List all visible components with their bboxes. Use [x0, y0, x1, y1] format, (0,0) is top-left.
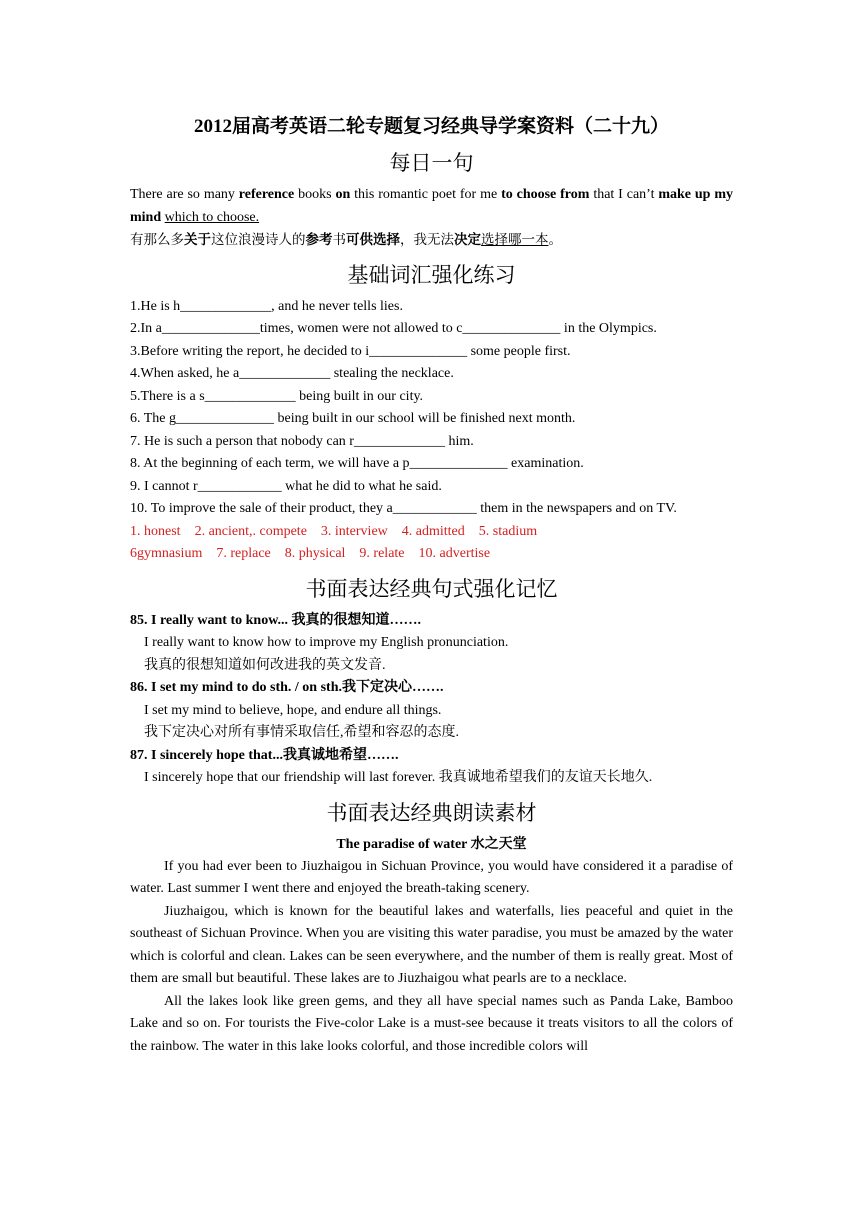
vocab-answers-line-1 — [130, 521, 733, 544]
text: 这位浪漫诗人的 — [211, 232, 306, 248]
pattern-87 — [130, 745, 733, 790]
patterns-heading: 书面表达经典句式强化记忆 — [305, 576, 558, 601]
vocab-item: 4.When asked, he a_____________ stealing the necklace. — [130, 366, 454, 381]
vocab-item: 9. I cannot r____________ what he did to what he said. — [130, 478, 442, 494]
reading-heading: 书面表达经典朗读素材 — [326, 800, 537, 825]
bold-text: 关于 — [184, 232, 211, 248]
vocab-item: 2.In a______________times, women were not allowed to c______________ in the Olympics. — [130, 321, 657, 336]
pattern-85 — [130, 610, 733, 678]
reading-subtitle: The paradise of water 水之天堂 — [336, 836, 527, 852]
answer: 9. relate — [359, 546, 405, 561]
pattern-head: 87. I sincerely hope that...我真诚地希望……. — [130, 747, 399, 763]
daily-sentence-en — [130, 184, 733, 229]
vocab-item: 7. He is such a person that nobody can r_____________ him. — [130, 433, 474, 449]
vocab-item: 3.Before writing the report, he decided to i______________ some people first. — [130, 343, 571, 359]
text: this romantic poet for me — [350, 187, 502, 202]
reading-paragraph: Jiuzhaigou, which is known for the beautiful lakes and waterfalls, lies peaceful and quiet in the southeast of Sichuan Province. When you are visiting this water paradise, you must be amazed by the water which is colorful and clean. Lakes can be seen everywhere, and the number of them is really great. Most of them are small but beautiful. These lakes are to Jiuzhaigou what pearls are to a necklace. — [130, 903, 733, 986]
text: ，我无法 — [400, 232, 454, 248]
vocab-heading: 基础词汇强化练习 — [347, 262, 516, 287]
pattern-example-en: I really want to know how to improve my English pronunciation. — [144, 635, 509, 650]
bold-text: to choose from — [501, 187, 590, 202]
text: books — [294, 187, 336, 202]
text: 。 — [548, 232, 562, 248]
daily-sentence-zh — [130, 229, 733, 252]
pattern-head: 86. I set my mind to do sth. / on sth.我下定决心……. — [130, 680, 444, 695]
document-page — [130, 108, 733, 1058]
vocab-answers-line-2 — [130, 543, 733, 566]
pattern-example-en: I set my mind to believe, hope, and endure all things. — [144, 702, 442, 718]
bold-text: 决定 — [454, 232, 481, 248]
bold-text: 参考 — [305, 232, 333, 248]
bold-text: on — [335, 187, 351, 202]
answer: 6gymnasium — [130, 546, 203, 561]
document-title: 2012届高考英语二轮专题复习经典导学案资料（二十九） — [193, 116, 669, 137]
daily-sentence-heading: 每日一句 — [389, 151, 474, 175]
pattern-example-en: I sincerely hope that our friendship will last forever. 我真诚地希望我们的友谊天长地久. — [144, 770, 653, 785]
answer: 10. advertise — [418, 546, 491, 561]
answer: 7. replace — [216, 546, 271, 561]
vocab-item: 1.He is h_____________, and he never tells lies. — [130, 298, 403, 314]
vocab-list — [130, 296, 733, 521]
answer: 3. interview — [320, 523, 388, 539]
pattern-head: 85. I really want to know... 我真的很想知道……. — [130, 612, 422, 628]
answer: 1. honest — [130, 523, 181, 539]
vocab-item: 5.There is a s_____________ being built in our city. — [130, 388, 424, 404]
reading-paragraph: If you had ever been to Jiuzhaigou in Sichuan Province, you would have considered it a paradise of water. Last summer I went there and enjoyed the breath-taking scenery. — [130, 858, 733, 896]
vocab-item: 10. To improve the sale of their product, they a____________ them in the newspapers and on TV. — [130, 501, 677, 516]
text: There are so many — [130, 187, 239, 202]
bold-text: reference — [238, 187, 295, 202]
text: 有那么多 — [130, 232, 184, 248]
pattern-example-zh: 我真的很想知道如何改进我的英文发音. — [144, 657, 386, 673]
reading-paragraph: All the lakes look like green gems, and they all have special names such as Panda Lake, Bamboo Lake and so on. For tourists the Five-color Lake is a must-see because it treats visitors to all the colors of the rainbow. The water in this lake looks colorful, and those incredible colors will — [130, 993, 733, 1054]
bold-text: make up my mind — [130, 187, 733, 225]
underlined-text: which to choose. — [164, 209, 260, 225]
vocab-item: 6. The g______________ being built in our school will be finished next month. — [130, 411, 576, 426]
pattern-86 — [130, 677, 733, 745]
bold-text: 可供选择 — [346, 232, 400, 248]
underlined-text: 选择哪一本 — [481, 232, 549, 248]
vocab-item: 8. At the beginning of each term, we will have a p______________ examination. — [130, 456, 584, 471]
text: 书 — [332, 232, 346, 248]
answer: 5. stadium — [478, 523, 538, 539]
pattern-example-zh: 我下定决心对所有事情采取信任,希望和容忍的态度. — [144, 725, 459, 740]
answer: 2. ancient,. compete — [194, 523, 307, 539]
answer: 8. physical — [284, 546, 346, 561]
answer: 4. admitted — [401, 523, 465, 539]
text: that I can’t — [589, 187, 659, 202]
